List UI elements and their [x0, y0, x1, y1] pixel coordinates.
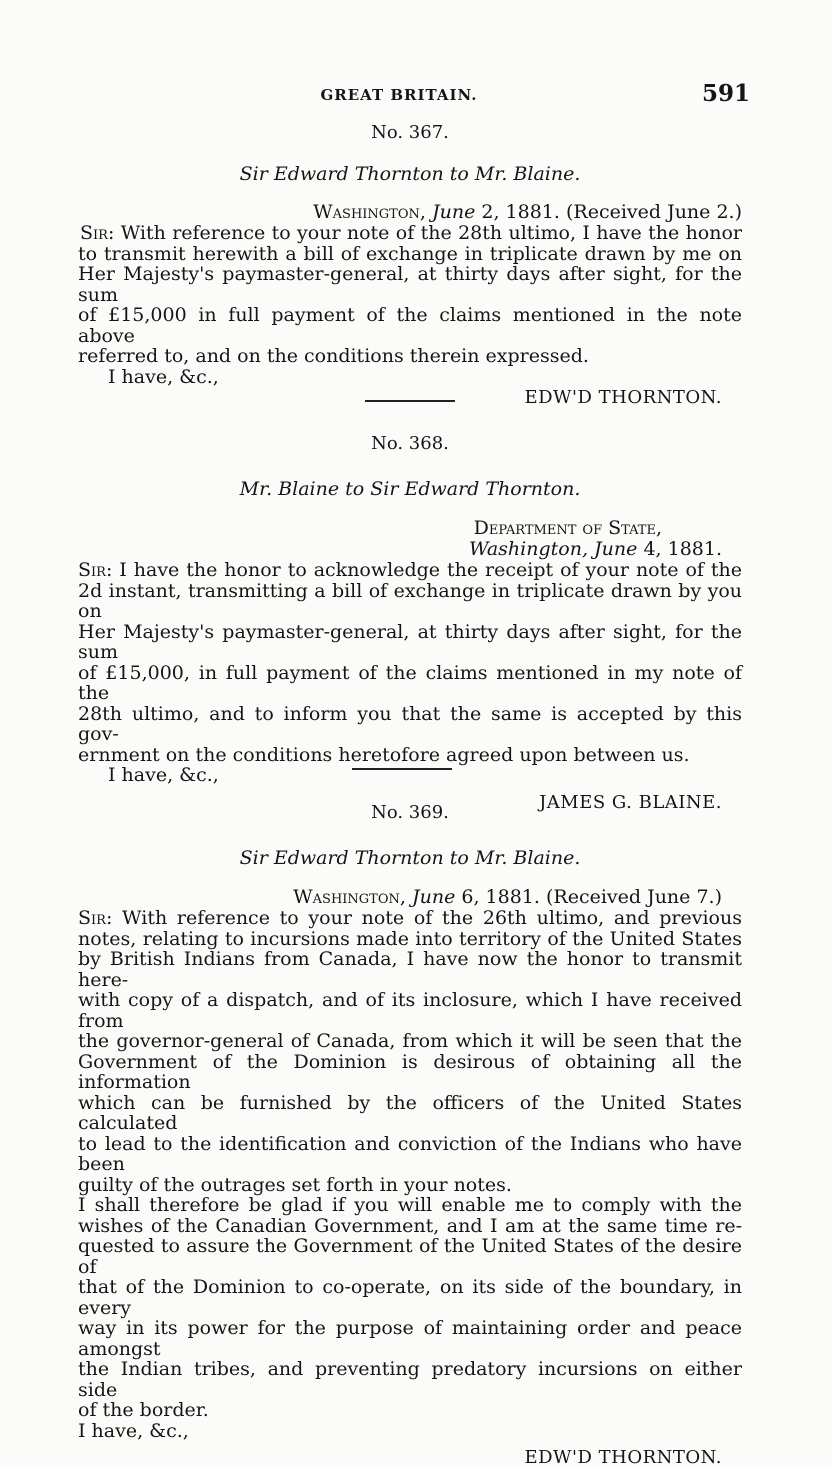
dateline-place: Washington,: [313, 201, 426, 223]
body-line: quested to assure the Government of the United States of the desire of: [78, 1235, 742, 1278]
body-line: of £15,000 in full payment of the claims mentioned in the note above: [78, 304, 742, 347]
dateline-office: Department of State,: [473, 517, 662, 539]
dateline-month: June: [431, 201, 476, 223]
dateline-month: June: [594, 538, 638, 560]
salutation: Sir:: [78, 559, 113, 581]
body-line: the Indian tribes, and preventing predatory incursions on either side: [78, 1358, 742, 1401]
body-line: 2d instant, transmitting a bill of exchange in triplicate drawn by you on: [78, 579, 742, 622]
letter-number: No. 368.: [371, 433, 449, 454]
closing: I have, &c.,: [108, 365, 219, 388]
page-number: 591: [702, 80, 751, 107]
letter-367: [78, 122, 742, 408]
body-line: Sir: With reference to your note of the 26th ultimo, and previous: [78, 907, 742, 929]
signature: JAMES G. BLAINE.: [539, 791, 722, 813]
closing: I have, &c.,: [78, 1419, 189, 1442]
signature: EDW'D THORNTON.: [524, 1447, 722, 1468]
letter-heading: Sir Edward Thornton to Mr. Blaine.: [239, 847, 581, 869]
running-title: GREAT BRITAIN.: [320, 86, 478, 104]
body-line: of £15,000, in full payment of the claims mentioned in my note of the: [78, 661, 742, 704]
letter-body: [78, 560, 742, 786]
salutation: Sir:: [78, 907, 113, 929]
dateline-place: Washington,: [293, 886, 406, 908]
body-line: Sir: I have the honor to acknowledge the receipt of your note of the: [78, 559, 742, 581]
body-line: wishes of the Canadian Government, and I am at the same time re-: [78, 1214, 742, 1237]
dateline-place: Washington,: [468, 538, 588, 560]
letter-body: [78, 908, 742, 1441]
body-line: of the border.: [78, 1399, 209, 1421]
letter-number: No. 369.: [371, 802, 449, 823]
letter-368: [78, 433, 742, 813]
dateline-rest: 4, 1881.: [643, 538, 722, 560]
body-line: way in its power for the purpose of maintaining order and peace amongst: [78, 1317, 742, 1360]
body-line: which can be furnished by the officers of the United States calculated: [78, 1091, 742, 1134]
dateline-month: June: [411, 886, 456, 908]
section-divider: [352, 768, 452, 770]
dateline: [78, 202, 742, 223]
body-line: Government of the Dominion is desirous of obtaining all the information: [78, 1050, 742, 1093]
body-line: to transmit herewith a bill of exchange in triplicate drawn by me on: [78, 242, 742, 265]
letter-heading: Mr. Blaine to Sir Edward Thornton.: [239, 478, 581, 500]
dateline-rest: 6, 1881. (Received June 7.): [461, 886, 722, 908]
letter-369: [78, 802, 742, 1468]
dateline: [78, 887, 742, 908]
letter-heading: Sir Edward Thornton to Mr. Blaine.: [239, 163, 581, 185]
page-header: [0, 80, 832, 110]
dateline: [78, 539, 742, 560]
body-line: to lead to the identification and conviction of the Indians who have been: [78, 1132, 742, 1175]
body-line: Her Majesty's paymaster-general, at thirty days after sight, for the sum: [78, 620, 742, 663]
dateline-rest: 2, 1881. (Received June 2.): [481, 201, 742, 223]
closing: I have, &c.,: [108, 764, 219, 786]
letter-number: No. 367.: [371, 122, 449, 143]
body-line: the governor-general of Canada, from which it will be seen that the: [78, 1030, 742, 1052]
body-line: guilty of the outrages set forth in your notes.: [78, 1173, 512, 1196]
body-line: Her Majesty's paymaster-general, at thirty days after sight, for the sum: [78, 263, 742, 306]
body-line: ernment on the conditions heretofore agreed upon between us.: [78, 743, 690, 766]
body-line: I shall therefore be glad if you will enable me to comply with the: [78, 1194, 742, 1216]
body-line: referred to, and on the conditions therein expressed.: [78, 345, 589, 367]
letter-body: [78, 223, 742, 387]
section-divider: [365, 400, 455, 402]
body-line: with copy of a dispatch, and of its inclosure, which I have received from: [78, 989, 742, 1032]
body-line: by British Indians from Canada, I have now the honor to transmit here-: [78, 948, 742, 991]
signature: EDW'D THORNTON.: [524, 387, 722, 408]
body-line: 28th ultimo, and to inform you that the same is accepted by this gov-: [78, 702, 742, 745]
body-line: notes, relating to incursions made into territory of the United States: [78, 927, 742, 950]
body-line: Sir: With reference to your note of the 28th ultimo, I have the honor: [80, 222, 742, 244]
salutation: Sir:: [80, 222, 115, 244]
body-line: that of the Dominion to co-operate, on its side of the boundary, in every: [78, 1276, 742, 1319]
